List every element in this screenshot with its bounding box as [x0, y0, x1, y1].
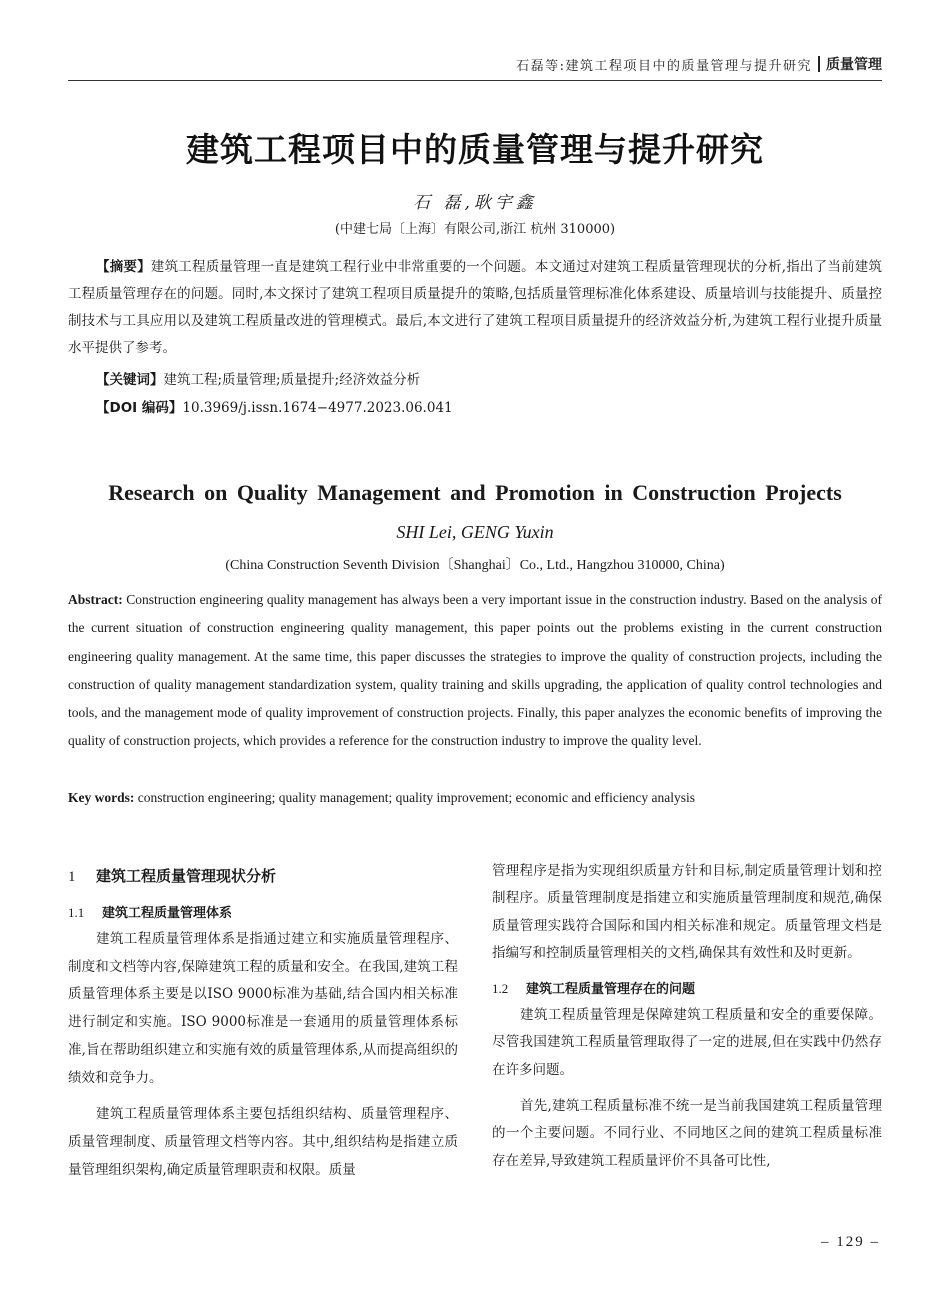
paragraph: 首先,建筑工程质量标准不统一是当前我国建筑工程质量管理的一个主要问题。不同行业、不同地区之间的建筑工程质量标准存在差异,导致建筑工程质量评价不具备可比性,	[492, 1098, 882, 1169]
header-divider	[818, 56, 820, 72]
abstract-text-cn: 建筑工程质量管理一直是建筑工程行业中非常重要的一个问题。本文通过对建筑工程质量管理现状的分析,指出了当前建筑工程质量管理存在的问题。同时,本文探讨了建筑工程项目质量提升的策略,包括质量管理标准化体系建设、质量培训与技能提升、质量控制技术与工具应用以及建筑工程质量改进的管理模式。最后,本文进行了建筑工程项目质量提升的经济效益分析,为建筑工程行业提升质量水平提供了参考。	[68, 259, 882, 356]
body-column-left	[68, 858, 458, 1193]
keywords-en	[68, 784, 882, 812]
subsection-title: 建筑工程质量管理存在的问题	[526, 982, 696, 998]
keywords-text-cn: 建筑工程;质量管理;质量提升;经济效益分析	[163, 372, 421, 388]
subsection-number: 1.2	[492, 981, 509, 997]
abstract-text-en: Construction engineering quality management has always been a very important issue in the construction industry. Based on the analysis of the current situation of construction engineering quality management, this paper points out the problems existing in the current construction engineering quality management. At the same time, this paper discusses the strategies to improve the quality of construction projects, including the construction of quality management standardization system, quality training and skills upgrading, the application of quality control technologies and tools, and the management mode of quality improvement of construction projects. Finally, this paper analyzes the economic benefits of improving the quality of construction projects, which provides a reference for the construction industry to improve the quality level.	[68, 592, 883, 749]
section-heading	[68, 858, 458, 900]
abstract-en	[68, 586, 882, 756]
affiliation-cn: (中建七局〔上海〕有限公司,浙江 杭州 310000)	[334, 222, 616, 237]
abstract-label-en: Abstract:	[68, 592, 123, 607]
running-title: 石磊等:建筑工程项目中的质量管理与提升研究	[516, 58, 812, 74]
paragraph: 建筑工程质量管理体系主要包括组织结构、质量管理程序、质量管理制度、质量管理文档等内容。其中,组织结构是指建立质量管理组织架构,确定质量管理职责和权限。质量	[68, 1106, 458, 1178]
section-tag: 质量管理	[826, 57, 882, 73]
doi-value: 10.3969/j.issn.1674−4977.2023.06.041	[182, 400, 453, 416]
keywords-label-en: Key words:	[68, 790, 135, 805]
keywords-text-en: construction engineering; quality management; quality improvement; economic and efficiency analysis	[137, 790, 695, 805]
authors-cn: 石 磊,耿宇鑫	[413, 193, 537, 213]
paper-title-cn: 建筑工程项目中的质量管理与提升研究	[186, 130, 764, 169]
abstract-label-cn: 【摘要】	[96, 259, 151, 275]
paragraph: 管理程序是指为实现组织质量方针和目标,制定质量管理计划和控制程序。质量管理制度是指建立和实施质量管理制度和规范,确保质量管理实践符合国际和国内相关标准和规定。质量管理文档是指编写和控制质量管理相关的文档,确保其有效性和及时更新。	[492, 863, 882, 961]
paragraph: 建筑工程质量管理是保障建筑工程质量和安全的重要保障。尽管我国建筑工程质量管理取得了一定的进展,但在实践中仍然存在许多问题。	[492, 1007, 882, 1078]
paper-title-en: Research on Quality Management and Promotion in Construction Projects	[108, 480, 842, 505]
doi	[68, 395, 882, 422]
section-title: 建筑工程质量管理现状分析	[96, 867, 277, 885]
affiliation-en: (China Construction Seventh Division〔Shanghai〕Co., Ltd., Hangzhou 310000, China)	[225, 558, 725, 573]
subsection-number: 1.1	[68, 905, 85, 920]
header-rule	[68, 80, 882, 81]
abstract-cn	[68, 254, 882, 362]
authors-en: SHI Lei, GENG Yuxin	[396, 522, 554, 542]
keywords-label-cn: 【关键词】	[96, 372, 164, 388]
running-header	[516, 54, 882, 74]
body-column-right	[492, 858, 882, 1184]
section-number: 1	[68, 869, 76, 885]
paragraph: 建筑工程质量管理体系是指通过建立和实施质量管理程序、制度和文档等内容,保障建筑工程的质量和安全。在我国,建筑工程质量管理体系主要是以ISO 9000标准为基础,结合国内相关标准进行制定和实施。ISO 9000标准是一套通用的质量管理体系标准,旨在帮助组织建立和实施有效的质量管理体系,从而提高组织的绩效和竞争力。	[68, 931, 458, 1086]
subsection-heading	[492, 976, 882, 1002]
doi-label: 【DOI 编码】	[96, 400, 183, 416]
page-number: – 129 –	[821, 1234, 880, 1250]
subsection-title: 建筑工程质量管理体系	[102, 906, 233, 921]
keywords-cn	[68, 367, 882, 394]
subsection-heading	[68, 900, 458, 926]
